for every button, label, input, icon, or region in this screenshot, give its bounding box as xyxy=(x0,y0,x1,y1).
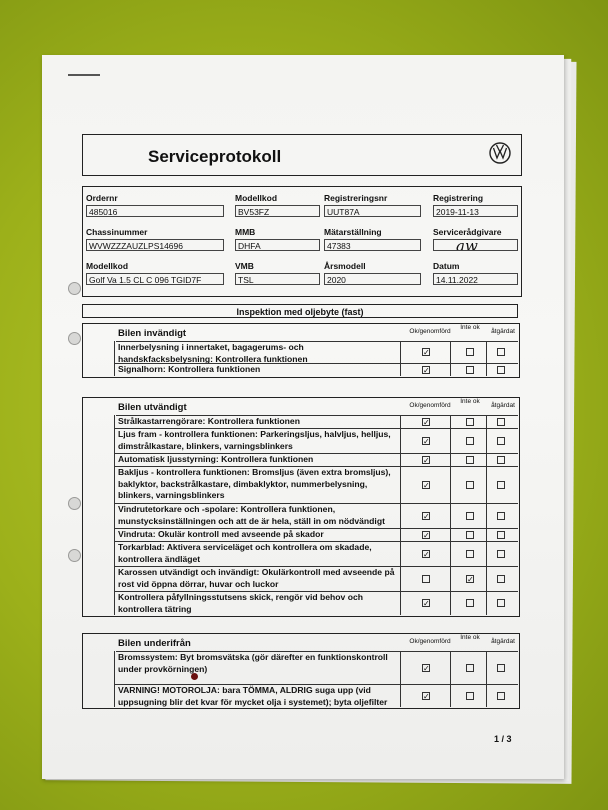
field-label: Servicerådgivare xyxy=(433,227,502,237)
punch-hole xyxy=(68,332,81,345)
inspection-title: Inspektion med oljebyte (fast) xyxy=(82,304,518,318)
column-header-ok: Ok/genomförd xyxy=(409,328,451,335)
field-value: 485016 xyxy=(86,205,224,217)
column-header-ok: Ok/genomförd xyxy=(409,638,451,645)
checkbox-not-ok[interactable] xyxy=(466,531,474,539)
field-label: Modellkod xyxy=(235,193,278,203)
field-label: Mätarställning xyxy=(324,227,382,237)
checkbox-ok[interactable]: ✓ xyxy=(423,512,430,521)
punch-hole xyxy=(68,549,81,562)
top-mark xyxy=(68,74,100,76)
checkbox-ok[interactable]: ✓ xyxy=(423,456,430,465)
field-label: MMB xyxy=(235,227,256,237)
checkbox-done[interactable] xyxy=(497,664,505,672)
checkbox-ok[interactable]: ✓ xyxy=(423,599,430,608)
field-value: aw xyxy=(433,239,518,251)
vw-logo-icon xyxy=(489,142,511,164)
checklist-item-text: VARNING! MOTOROLJA: bara TÖMMA, ALDRIG suga upp (vid uppsugning blir det kvar för mycket olja i systemet); byta oljefilter xyxy=(118,685,388,707)
checkbox-ok[interactable]: ✓ xyxy=(423,550,430,559)
checkbox-not-ok[interactable] xyxy=(466,512,474,520)
checkbox-done[interactable] xyxy=(497,366,505,374)
checklist-item-text: Vindrutetorkare och -spolare: Kontrollera funktionen, munstycksinställningen och att de är hela, ställ in om nödvändigt xyxy=(118,504,385,526)
stain-mark xyxy=(191,673,198,680)
checkbox-done[interactable] xyxy=(497,437,505,445)
checkbox-ok[interactable]: ✓ xyxy=(423,348,430,357)
checkbox-not-ok[interactable] xyxy=(466,550,474,558)
field-label: Ordernr xyxy=(86,193,118,203)
checkbox-done[interactable] xyxy=(497,692,505,700)
status-column-line xyxy=(400,341,401,376)
checkbox-ok[interactable]: ✓ xyxy=(423,418,430,427)
section-title: Bilen invändigt xyxy=(118,328,187,339)
checkbox-not-ok[interactable] xyxy=(466,664,474,672)
field-value: 2020 xyxy=(324,273,421,285)
checklist-item-text: Vindruta: Okulär kontroll med avseende på skador xyxy=(118,529,324,539)
checklist-item-text: Torkarblad: Aktivera serviceläget och kontrollera om skadade, kontrollera ändläget xyxy=(118,542,372,564)
checkbox-not-ok[interactable] xyxy=(466,599,474,607)
checklist-item-text: Kontrollera påfyllningsstutsens skick, rengör vid behov och kontrollera tätring xyxy=(118,592,363,614)
status-column-line xyxy=(450,341,451,376)
checkbox-ok[interactable]: ✓ xyxy=(423,437,430,446)
page-title: Serviceprotokoll xyxy=(148,147,282,166)
field-value: BV53FZ xyxy=(235,205,320,217)
column-header-not-ok: Inte ok xyxy=(460,324,480,331)
checkbox-done[interactable] xyxy=(497,481,505,489)
column-header-done: åtgärdat xyxy=(491,402,515,409)
status-column-line xyxy=(400,415,401,615)
status-column-line xyxy=(486,341,487,376)
column-header-not-ok: Inte ok xyxy=(460,634,480,641)
checkbox-done[interactable] xyxy=(497,575,505,583)
checkbox-ok[interactable]: ✓ xyxy=(423,692,430,701)
checklist-item-text: Bakljus - kontrollera funktionen: Bromsljus (även extra bromsljus), baklyktor, backstrålkastare, dimbaklyktor, nummerbelysning, blinkers, varningsblinkers xyxy=(118,467,391,500)
service-protocol-page xyxy=(42,55,564,779)
column-header-ok: Ok/genomförd xyxy=(409,402,451,409)
status-column-line xyxy=(400,651,401,707)
checklist-item-text: Innerbelysning i innertaket, bagagerums- och handskfacksbelysning: Kontrollera funktionen xyxy=(118,342,308,364)
checkbox-done[interactable] xyxy=(497,512,505,520)
checkbox-not-ok[interactable] xyxy=(466,437,474,445)
field-value: TSL xyxy=(235,273,320,285)
checkbox-not-ok[interactable] xyxy=(466,692,474,700)
checkbox-done[interactable] xyxy=(497,456,505,464)
checkbox-not-ok[interactable] xyxy=(466,366,474,374)
checklist-item-text: Automatisk ljusstyrning: Kontrollera funktionen xyxy=(118,454,314,464)
field-label: Datum xyxy=(433,261,460,271)
section-title: Bilen utvändigt xyxy=(118,402,187,413)
field-label: Registreringsnr xyxy=(324,193,388,203)
column-header-not-ok: Inte ok xyxy=(460,398,480,405)
checkbox-ok[interactable]: ✓ xyxy=(423,481,430,490)
left-column-line xyxy=(114,341,115,376)
status-column-line xyxy=(450,415,451,615)
checkbox-not-ok[interactable] xyxy=(466,481,474,489)
field-value: 14.11.2022 xyxy=(433,273,518,285)
checkbox-not-ok[interactable] xyxy=(466,456,474,464)
field-label: Modellkod xyxy=(86,261,129,271)
page-indicator: 1 / 3 xyxy=(494,734,512,744)
checkbox-ok[interactable]: ✓ xyxy=(423,366,430,375)
punch-hole xyxy=(68,497,81,510)
checklist-item-text: Strålkastarrengörare: Kontrollera funktionen xyxy=(118,416,300,426)
checkbox-ok[interactable]: ✓ xyxy=(423,664,430,673)
field-label: Registrering xyxy=(433,193,484,203)
checkbox-not-ok[interactable] xyxy=(466,418,474,426)
field-value: 2019-11-13 xyxy=(433,205,518,217)
field-value: WVWZZZAUZLPS14696 xyxy=(86,239,224,251)
checkbox-done[interactable] xyxy=(497,348,505,356)
field-value: DHFA xyxy=(235,239,320,251)
field-label: Chassinummer xyxy=(86,227,148,237)
column-header-done: åtgärdat xyxy=(491,638,515,645)
checkbox-not-ok[interactable]: ✓ xyxy=(467,575,474,584)
checkbox-ok[interactable] xyxy=(422,575,430,583)
punch-hole xyxy=(68,282,81,295)
checklist-item-text: Karossen utvändigt och invändigt: Okulärkontroll med avseende på rost vid öppna dörrar, huvar och luckor xyxy=(118,567,395,589)
checkbox-not-ok[interactable] xyxy=(466,348,474,356)
checkbox-done[interactable] xyxy=(497,599,505,607)
field-value: UUT87A xyxy=(324,205,421,217)
checkbox-done[interactable] xyxy=(497,531,505,539)
checklist-item-text: Ljus fram - kontrollera funktionen: Parkeringsljus, halvljus, helljus, dimstrålkastare, blinkers, varningsblinkers xyxy=(118,429,391,451)
field-value: Golf Va 1.5 CL C 096 TGID7F xyxy=(86,273,224,285)
checklist-item-text: Signalhorn: Kontrollera funktionen xyxy=(118,364,261,374)
field-label: Årsmodell xyxy=(324,261,366,271)
checkbox-done[interactable] xyxy=(497,418,505,426)
section-title: Bilen underifrån xyxy=(118,638,191,649)
left-column-line xyxy=(114,651,115,707)
status-column-line xyxy=(450,651,451,707)
checkbox-ok[interactable]: ✓ xyxy=(423,531,430,540)
checklist-item-text: Bromssystem: Byt bromsvätska (gör därefter en funktionskontroll under provkörningen) xyxy=(118,652,388,674)
status-column-line xyxy=(486,651,487,707)
status-column-line xyxy=(486,415,487,615)
column-header-done: åtgärdat xyxy=(491,328,515,335)
left-column-line xyxy=(114,415,115,615)
checkbox-done[interactable] xyxy=(497,550,505,558)
field-label: VMB xyxy=(235,261,254,271)
field-value: 47383 xyxy=(324,239,421,251)
